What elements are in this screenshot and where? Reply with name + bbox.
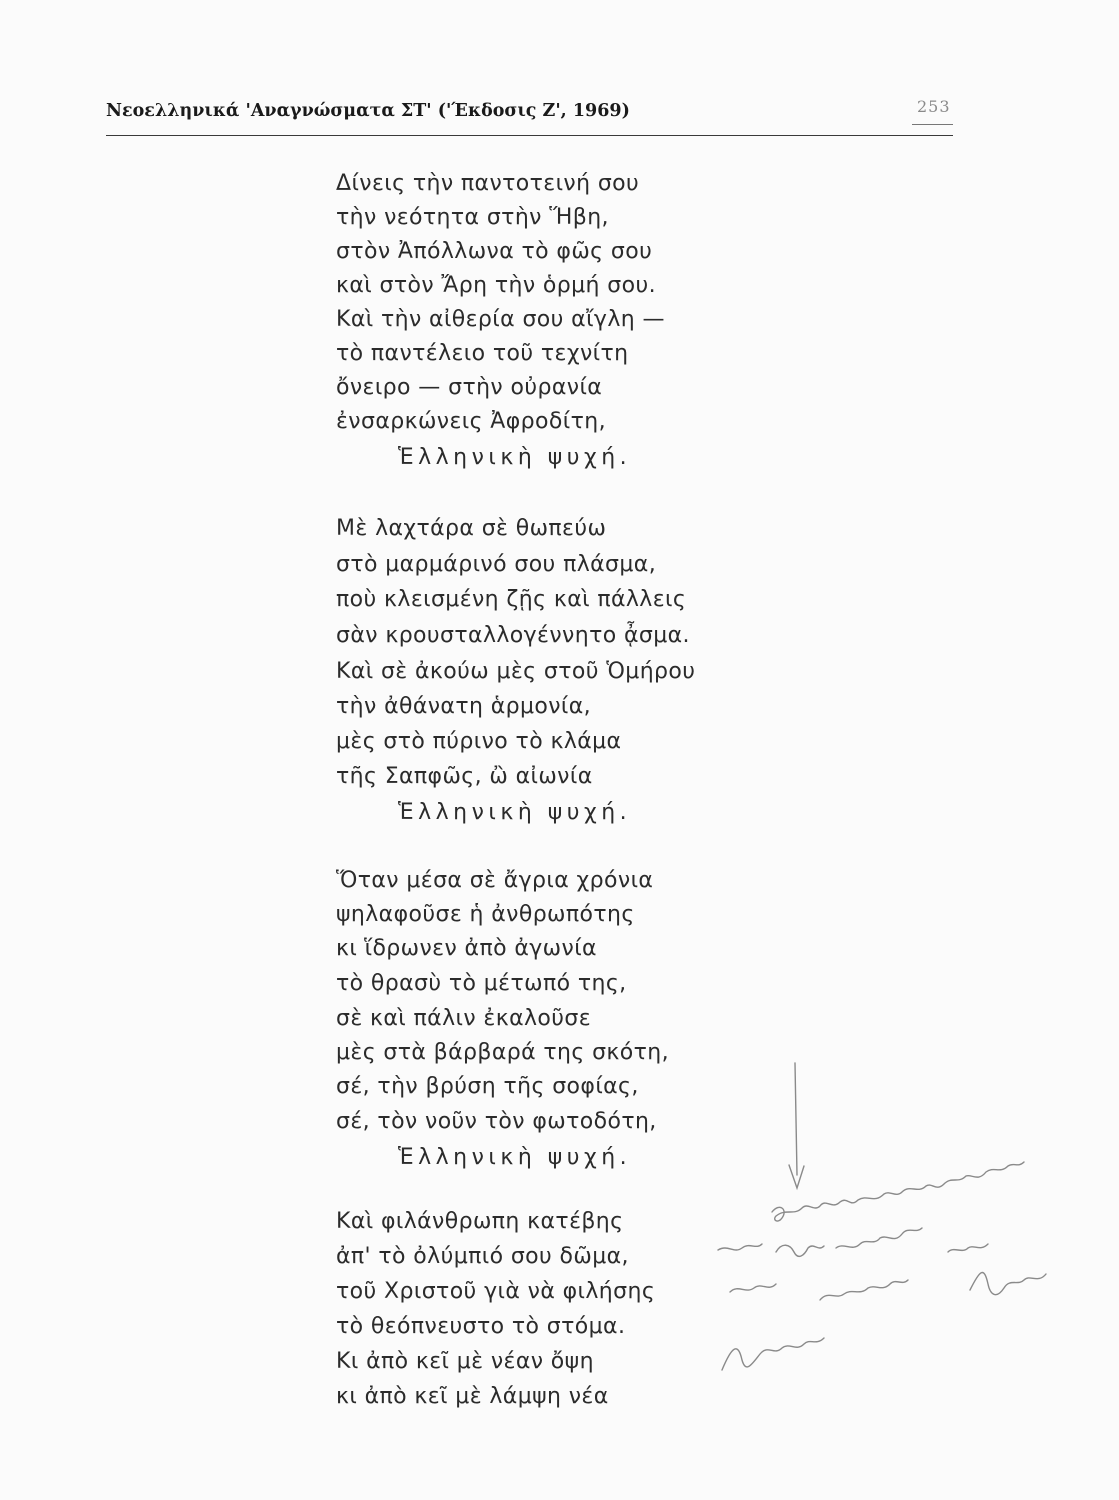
poem-line: μὲς στὰ βάρβαρά της σκότη,: [336, 1040, 670, 1065]
poem-line: ἐνσαρκώνεις Ἀφροδίτη,: [336, 409, 606, 434]
poem-line: τὴν ἀθάνατη ἁρμονία,: [336, 694, 592, 719]
poem-line: μὲς στὸ πύρινο τὸ κλάμα: [336, 729, 622, 754]
poem-line: Καὶ σὲ ἀκούω μὲς στοῦ Ὁμήρου: [336, 659, 696, 684]
poem-refrain: Ἑλληνικὴ ψυχή.: [398, 1145, 632, 1170]
poem-line: Καὶ τὴν αἰθερία σου αἴγλη —: [336, 307, 665, 332]
poem-line: Μὲ λαχτάρα σὲ θωπεύω: [336, 516, 607, 541]
poem-line: καὶ στὸν Ἄρη τὴν ὁρμή σου.: [336, 273, 657, 298]
poem-line: τὸ θρασὺ τὸ μέτωπό της,: [336, 971, 627, 996]
running-header-title: Νεοελληνικά 'Αναγνώσματα ΣΤ' ('Έκδοσις Ζ', 1969): [106, 101, 630, 121]
poem-line: σὰν κρουσταλλογέννητο ᾆσμα.: [336, 623, 690, 648]
poem-line: σέ, τὴν βρύση τῆς σοφίας,: [336, 1074, 639, 1099]
poem-line: τὸ παντέλειο τοῦ τεχνίτη: [336, 341, 629, 366]
handwriting-line-1: [772, 1162, 1024, 1221]
poem-line: τὸ θεόπνευστο τὸ στόμα.: [336, 1314, 626, 1339]
poem-line: κι ἵδρωνεν ἀπὸ ἀγωνία: [336, 936, 597, 961]
poem-line: ὄνειρο — στὴν οὐρανία: [336, 375, 603, 400]
poem-line: ψηλαφοῦσε ἡ ἀνθρωπότης: [336, 902, 635, 927]
poem-line: Δίνεις τὴν παντοτεινή σου: [336, 171, 640, 196]
poem-line: τὴν νεότητα στὴν Ἥβη,: [336, 205, 609, 230]
page-number: 253: [917, 97, 951, 116]
handwriting-line-2: [718, 1228, 988, 1256]
poem-line: τῆς Σαπφῶς, ὢ αἰωνία: [336, 764, 593, 789]
pencil-arrow-shaft: [795, 1063, 797, 1175]
poem-line: στὸ μαρμάρινό σου πλάσμα,: [336, 552, 657, 577]
poem-line: Κι ἀπὸ κεῖ μὲ νέαν ὄψη: [336, 1349, 594, 1374]
poem-line: σὲ καὶ πάλιν ἐκαλοῦσε: [336, 1006, 592, 1031]
poem-line: κι ἀπὸ κεῖ μὲ λάμψη νέα: [336, 1384, 609, 1409]
poem-line: ἀπ' τὸ ὀλύμπιό σου δῶμα,: [336, 1244, 629, 1269]
poem-line: σέ, τὸν νοῦν τὸν φωτοδότη,: [336, 1109, 657, 1134]
handwriting-line-4: [722, 1338, 824, 1370]
poem-line: Καὶ φιλάνθρωπη κατέβης: [336, 1209, 624, 1234]
poem-refrain: Ἑλληνικὴ ψυχή.: [398, 800, 632, 825]
poem-line: Ὅταν μέσα σὲ ἄγρια χρόνια: [336, 868, 654, 893]
poem-line: τοῦ Χριστοῦ γιὰ νὰ φιλήσης: [336, 1279, 656, 1304]
poem-line: ποὺ κλεισμένη ζῇς καὶ πάλλεις: [336, 587, 687, 612]
handwriting-line-3: [730, 1273, 1046, 1300]
poem-refrain: Ἑλληνικὴ ψυχή.: [398, 445, 632, 470]
poem-line: στὸν Ἀπόλλωνα τὸ φῶς σου: [336, 239, 653, 264]
